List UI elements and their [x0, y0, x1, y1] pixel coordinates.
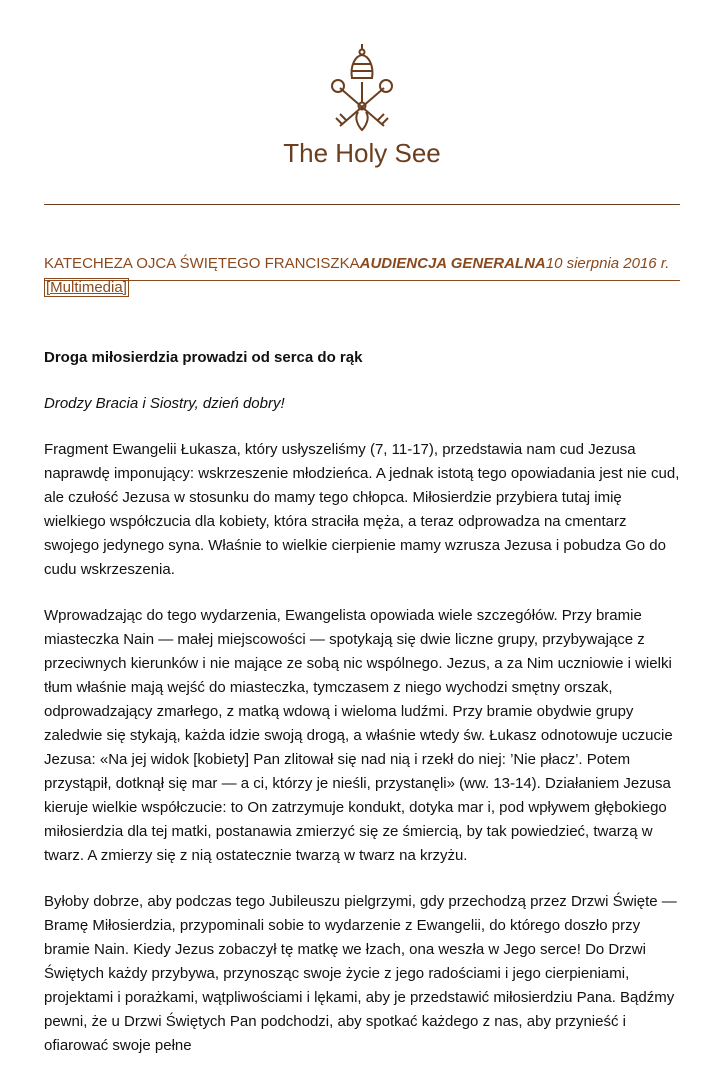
multimedia-link[interactable]: [Multimedia]	[46, 279, 127, 296]
header-underline	[44, 280, 680, 281]
document-header	[44, 252, 680, 300]
paragraph: Wprowadzając do tego wydarzenia, Ewangelista opowiada wiele szczegółów. Przy bramie miasteczka Nain — małej miejscowości — spotykają się dwie liczne grupy, przybywające z przeciwnych kierunków i nie mające ze sobą nic wspólnego. Jezus, a za Nim uczniowie i wielki tłum właśnie mają wejść do miasteczka, tymczasem z niego wychodzi smętny orszak, odprowadzający zmarłego, z matką wdową i wieloma ludźmi. Przy bramie obydwie grupy zaledwie się stykają, każda idzie swoją drogą, a właśnie wtedy św. Łukasz odnotowuje uczucie Jezusa: «Na jej widok [kobiety] Pan zlitował się nad nią i rzekł do niej: ’Nie płacz’. Potem przystąpił, dotknął się mar — a ci, którzy je nieśli, przystanęli» (ww. 13-14). Działaniem Jezusa kieruje wielkie współczucie: to On zatrzymuje kondukt, dotyka mar i, pod wpływem głębokiego miłosierdzia dla tej matki, postanawia zmierzyć się ze śmiercią, by tak powiedzieć, twarzą w twarz. A zmierzy się z nią ostatecznie twarzą w twarz na krzyżu.	[44, 607, 673, 864]
article-subtitle: Droga miłosierdzia prowadzi od serca do rąk	[44, 349, 363, 366]
event-label: AUDIENCJA GENERALNA	[359, 255, 546, 272]
header-divider	[44, 204, 680, 205]
papal-emblem-icon	[322, 42, 402, 134]
site-title[interactable]: The Holy See	[283, 138, 441, 168]
paragraph: Byłoby dobrze, aby podczas tego Jubileuszu pielgrzymi, gdy przechodzą przez Drzwi Święte — Bramę Miłosierdzia, przypominali sobie to wydarzenie z Ewangelii, do którego doszło przy bramie Nain. Kiedy Jezus zobaczył tę matkę we łzach, ona weszła w Jego serce! Do Drzwi Świętych każdy przybywa, przynosząc swoje życie z jego radościami i jego cierpieniami, projektami i porażkami, wątpliwościami i lękami, aby je przedstawić miłosierdziu Pana. Bądźmy pewni, że u Drzwi Świętych Pan podchodzi, aby spotkać każdego z nas, aby przynieść i ofiarować swoje pełne	[44, 893, 677, 1054]
paragraph: Fragment Ewangelii Łukasza, który usłyszeliśmy (7, 11-17), przedstawia nam cud Jezusa naprawdę imponujący: wskrzeszenie młodzieńca. A jednak istotą tego opowiadania jest nie cud, ale czułość Jezusa w stosunku do mamy tego chłopca. Miłosierdzie przybiera tutaj imię wielkiego współczucia dla kobiety, która straciła męża, a teraz odprowadza na cmentarz swojego jedynego syna. Właśnie to wielkie cierpienie mamy wzrusza Jezusa i pobudza Go do cudu wskrzeszenia.	[44, 441, 680, 578]
date-label: 10 sierpnia 2016 r.	[545, 255, 670, 272]
article-body	[44, 346, 684, 1080]
catechesis-label: KATECHEZA OJCA ŚWIĘTEGO FRANCISZKA	[44, 255, 360, 272]
greeting: Drodzy Bracia i Siostry, dzień dobry!	[44, 395, 285, 412]
